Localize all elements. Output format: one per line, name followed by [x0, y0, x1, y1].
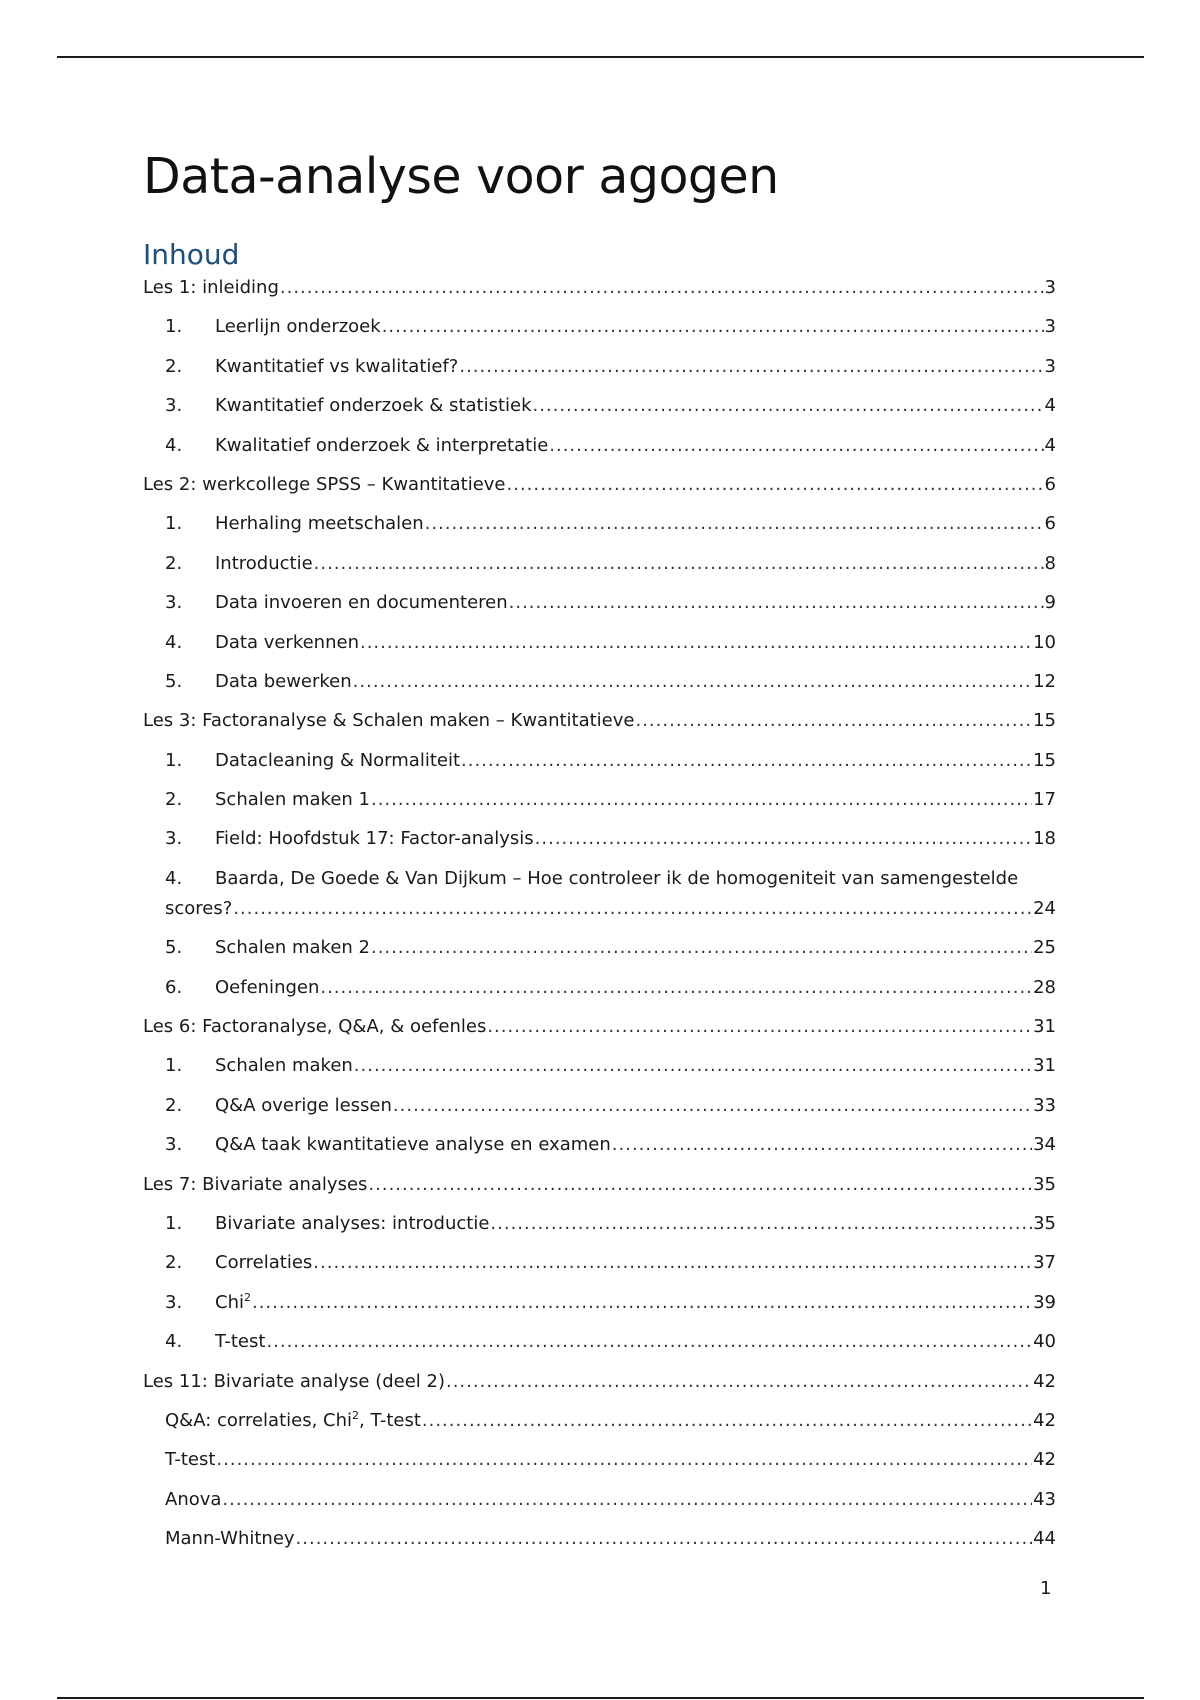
- superscript: 2: [352, 1408, 360, 1422]
- toc-entry-page: 15: [1033, 749, 1056, 771]
- toc-entry-number: 2.: [165, 1252, 183, 1274]
- toc-entry-number: 1.: [165, 749, 183, 771]
- toc-entry-title-text: Data invoeren en documenteren: [215, 592, 508, 614]
- toc-entry-number: 3.: [165, 1134, 183, 1156]
- toc-entry-title: [143, 473, 506, 497]
- toc-entry[interactable]: [143, 827, 1056, 851]
- toc-entry-page: 42: [1033, 1409, 1056, 1431]
- toc-entry-title-text: Les 3: Factoranalyse & Schalen maken – Kwantitatieve: [143, 710, 635, 732]
- dot-leader: [266, 1330, 1032, 1354]
- dot-leader: [612, 1133, 1032, 1157]
- dot-leader: [461, 749, 1032, 773]
- dot-leader: [459, 355, 1043, 379]
- dot-leader: [507, 473, 1044, 497]
- toc-entry-title-text: Kwantitatief vs kwalitatief?: [215, 355, 459, 377]
- toc-entry[interactable]: [143, 355, 1056, 379]
- toc-entry-number: 2.: [165, 552, 183, 574]
- dot-leader: [509, 591, 1044, 615]
- toc-entry-page: 28: [1033, 976, 1056, 998]
- footer-rule: [57, 1697, 1144, 1699]
- toc-entry[interactable]: [143, 670, 1056, 694]
- toc-entry-number: 1.: [165, 316, 183, 338]
- dot-leader: [549, 434, 1043, 458]
- toc-entry-page: 3: [1044, 277, 1056, 298]
- toc-entry-title: [215, 552, 313, 576]
- toc-entry-title-continued: scores?: [165, 897, 233, 919]
- toc-entry-title: [143, 276, 279, 300]
- toc-entry-number: 3.: [165, 592, 183, 614]
- toc-entry[interactable]: [143, 394, 1056, 418]
- toc-entry-title-text: Les 6: Factoranalyse, Q&A, & oefenles: [143, 1016, 487, 1038]
- toc-entry-page: 4: [1044, 395, 1056, 417]
- toc-entry-page: 37: [1033, 1252, 1056, 1274]
- toc-entry[interactable]: [143, 315, 1056, 339]
- toc-entry-title-text: Schalen maken 2: [215, 937, 370, 959]
- toc-entry[interactable]: [143, 1291, 1056, 1315]
- toc-entry-page: 31: [1033, 1055, 1056, 1077]
- toc-entry-page: 4: [1044, 434, 1056, 456]
- toc-entry-page: 43: [1033, 1488, 1056, 1510]
- toc-entry-number: 4.: [165, 867, 183, 889]
- toc-entry-number: 4.: [165, 631, 183, 653]
- dot-leader: [216, 1448, 1032, 1472]
- toc-entry-number: 3.: [165, 1291, 183, 1313]
- toc-entry-title: [215, 1330, 265, 1354]
- toc-entry-title-text: Les 7: Bivariate analyses: [143, 1173, 368, 1195]
- toc-entry-title-text: Field: Hoofdstuk 17: Factor-analysis: [215, 828, 534, 850]
- toc-entry-title: [215, 670, 352, 694]
- toc-entry-title: [215, 936, 370, 960]
- toc-entry-title: [215, 1094, 392, 1118]
- toc-entry[interactable]: [143, 552, 1056, 576]
- toc-entry-page: 17: [1033, 789, 1056, 811]
- toc-entry[interactable]: [143, 512, 1056, 536]
- toc-entry[interactable]: [143, 976, 1056, 1000]
- toc-entry-title: [215, 1212, 489, 1236]
- toc-entry-title-text: Les 1: inleiding: [143, 277, 279, 298]
- page-number: 1: [1040, 1578, 1052, 1599]
- superscript: 2: [243, 1290, 251, 1304]
- toc-entry-title-text: Chi: [215, 1291, 244, 1313]
- toc-entry-title-text: Data bewerken: [215, 670, 352, 692]
- dot-leader: [252, 1291, 1032, 1315]
- toc-entry-number: 3.: [165, 828, 183, 850]
- toc-entry[interactable]: [143, 1133, 1056, 1157]
- toc-entry-title: [165, 1527, 295, 1551]
- dot-leader: [533, 394, 1044, 418]
- toc-entry-title: [215, 976, 319, 1000]
- dot-leader: [368, 1173, 1032, 1197]
- dot-leader: [354, 1054, 1032, 1078]
- toc-entry[interactable]: [143, 1212, 1056, 1236]
- toc-entry-number: 5.: [165, 670, 183, 692]
- toc-entry-title: [215, 1054, 353, 1078]
- toc-entry-title: [215, 1133, 611, 1157]
- toc-entry-title-text: Q&A taak kwantitatieve analyse en examen: [215, 1134, 611, 1156]
- header-rule: [57, 56, 1144, 58]
- toc-entry[interactable]: [143, 936, 1056, 960]
- dot-leader: [535, 827, 1032, 851]
- toc-entry-page: 8: [1044, 552, 1056, 574]
- toc-entry-title-text: T-test: [165, 1449, 216, 1471]
- toc-entry[interactable]: [143, 788, 1056, 812]
- toc-entry-title-text: Anova: [165, 1488, 222, 1510]
- toc-entry-title: [215, 631, 359, 655]
- dot-leader: [280, 276, 1044, 300]
- toc-entry-title-text: Datacleaning & Normaliteit: [215, 749, 461, 771]
- toc-entry-title: [215, 315, 381, 339]
- toc-entry[interactable]: [143, 1094, 1056, 1118]
- toc-entry-title: [215, 512, 424, 536]
- toc-entry-number: 3.: [165, 395, 183, 417]
- table-of-contents: [143, 276, 1056, 1567]
- dot-leader: [371, 788, 1032, 812]
- toc-entry-page: 6: [1044, 513, 1056, 535]
- toc-entry-number: 4.: [165, 434, 183, 456]
- dot-leader: [490, 1212, 1032, 1236]
- toc-entry-page: 25: [1033, 937, 1056, 959]
- toc-entry-title: [215, 394, 532, 418]
- toc-entry[interactable]: [143, 749, 1056, 773]
- toc-entry-title-text: Kwalitatief onderzoek & interpretatie: [215, 434, 549, 456]
- toc-entry-title-text: Leerlijn onderzoek: [215, 316, 381, 338]
- toc-entry-number: 1.: [165, 1055, 183, 1077]
- dot-leader: [422, 1409, 1032, 1433]
- toc-entry-page: 40: [1033, 1331, 1056, 1353]
- toc-entry[interactable]: [143, 1448, 1056, 1472]
- toc-entry-title-text: Oefeningen: [215, 976, 320, 998]
- toc-entry-page: 44: [1033, 1528, 1056, 1550]
- dot-leader: [313, 1251, 1032, 1275]
- dot-leader: [233, 897, 1032, 921]
- toc-entry-title: [143, 1370, 445, 1394]
- toc-entry-title: [143, 1015, 486, 1039]
- toc-entry-page: 33: [1033, 1094, 1056, 1116]
- toc-entry-page: 9: [1044, 592, 1056, 614]
- toc-entry[interactable]: [143, 709, 1056, 733]
- toc-entry-page: 6: [1044, 473, 1056, 495]
- toc-entry[interactable]: [143, 1251, 1056, 1275]
- toc-entry-page: 3: [1044, 355, 1056, 377]
- dot-leader: [296, 1527, 1033, 1551]
- dot-leader: [382, 315, 1044, 339]
- toc-entry-title-text: Schalen maken 1: [215, 789, 370, 811]
- dot-leader: [360, 631, 1032, 655]
- toc-entry-title: [143, 1173, 367, 1197]
- toc-entry-title: [215, 591, 508, 615]
- dot-leader: [446, 1370, 1032, 1394]
- toc-entry-title-text: Herhaling meetschalen: [215, 513, 424, 535]
- dot-leader: [393, 1094, 1032, 1118]
- toc-entry-title: [165, 1409, 421, 1433]
- toc-entry[interactable]: [143, 631, 1056, 655]
- document-title: Data-analyse voor agogen: [143, 148, 779, 205]
- toc-entry-page: 24: [1033, 897, 1056, 919]
- toc-entry-title-text: Les 11: Bivariate analyse (deel 2): [143, 1370, 445, 1392]
- toc-entry[interactable]: [143, 434, 1056, 458]
- toc-entry-page: 34: [1033, 1134, 1056, 1156]
- toc-entry-title: [165, 1488, 221, 1512]
- toc-entry-title: [215, 788, 370, 812]
- toc-entry[interactable]: [143, 473, 1056, 497]
- toc-entry-title: [215, 827, 534, 851]
- toc-entry[interactable]: [143, 276, 1056, 300]
- toc-entry[interactable]: [143, 1488, 1056, 1512]
- toc-entry-page: 42: [1033, 1370, 1056, 1392]
- toc-entry-title: [165, 1448, 215, 1472]
- toc-entry-number: 5.: [165, 937, 183, 959]
- dot-leader: [635, 709, 1032, 733]
- toc-entry-title: [215, 355, 458, 379]
- toc-entry-page: 31: [1033, 1016, 1056, 1038]
- toc-entry-title-text: Schalen maken: [215, 1055, 353, 1077]
- toc-entry-title-text: Q&A: correlaties, Chi: [165, 1409, 353, 1431]
- toc-entry-number: 1.: [165, 513, 183, 535]
- toc-entry-title-text: Correlaties: [215, 1252, 313, 1274]
- toc-entry-page: 15: [1033, 710, 1056, 732]
- toc-entry-number: 6.: [165, 976, 183, 998]
- toc-entry-title-text: Les 2: werkcollege SPSS – Kwantitatieve: [143, 473, 506, 495]
- toc-entry-title-text: Bivariate analyses: introductie: [215, 1212, 490, 1234]
- toc-entry-title-text: Introductie: [215, 552, 313, 574]
- toc-entry[interactable]: [143, 1527, 1056, 1551]
- toc-entry-page: 12: [1033, 670, 1056, 692]
- toc-entry-number: 2.: [165, 355, 183, 377]
- toc-entry[interactable]: [143, 867, 1056, 921]
- toc-entry-number: 2.: [165, 1094, 183, 1116]
- toc-entry-page: 39: [1033, 1291, 1056, 1313]
- toc-entry-title: [215, 749, 460, 773]
- dot-leader: [353, 670, 1032, 694]
- toc-entry-page: 10: [1033, 631, 1056, 653]
- toc-entry-title: Baarda, De Goede & Van Dijkum – Hoe controleer ik de homogeniteit van samengestelde: [215, 867, 1019, 889]
- toc-entry-title: [215, 434, 548, 458]
- toc-entry-title-text: Kwantitatief onderzoek & statistiek: [215, 395, 532, 417]
- toc-entry[interactable]: [143, 1370, 1056, 1394]
- toc-entry-number: 1.: [165, 1212, 183, 1234]
- toc-entry-page: 35: [1033, 1212, 1056, 1234]
- toc-entry[interactable]: [143, 1015, 1056, 1039]
- toc-entry[interactable]: [143, 1054, 1056, 1078]
- dot-leader: [425, 512, 1044, 536]
- toc-entry-page: 18: [1033, 828, 1056, 850]
- toc-entry-page: 42: [1033, 1449, 1056, 1471]
- toc-entry-title-text: Q&A overige lessen: [215, 1094, 392, 1116]
- toc-entry[interactable]: [143, 1330, 1056, 1354]
- toc-entry-title: [215, 1251, 312, 1275]
- dot-leader: [222, 1488, 1032, 1512]
- dot-leader: [320, 976, 1032, 1000]
- toc-entry-title: [143, 709, 634, 733]
- toc-entry-title: [215, 1291, 251, 1315]
- toc-entry[interactable]: [143, 1409, 1056, 1433]
- toc-heading: Inhoud: [143, 238, 240, 271]
- toc-entry-number: 4.: [165, 1331, 183, 1353]
- toc-entry[interactable]: [143, 591, 1056, 615]
- toc-entry[interactable]: [143, 1173, 1056, 1197]
- toc-entry-page: 35: [1033, 1173, 1056, 1195]
- dot-leader: [371, 936, 1032, 960]
- dot-leader: [487, 1015, 1032, 1039]
- toc-entry-page: 3: [1044, 316, 1056, 338]
- toc-entry-number: 2.: [165, 789, 183, 811]
- dot-leader: [314, 552, 1044, 576]
- toc-entry-title-text: T-test: [215, 1331, 266, 1353]
- toc-entry-title-text: Mann-Whitney: [165, 1528, 295, 1550]
- toc-entry-title-text: Data verkennen: [215, 631, 359, 653]
- toc-entry-title-suffix: , T-test: [359, 1409, 421, 1431]
